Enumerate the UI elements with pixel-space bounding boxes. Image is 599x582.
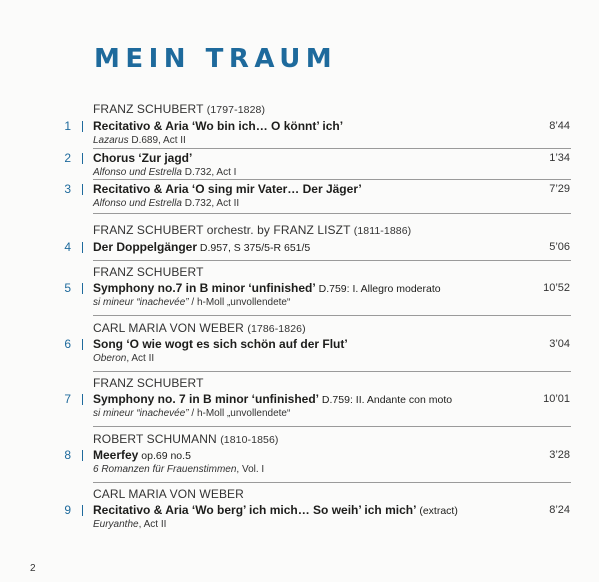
composer-name: CARL MARIA VON WEBER <box>93 487 244 501</box>
track-title-line <box>93 392 452 406</box>
track-catalog: op.69 no.5 <box>138 450 191 462</box>
composer-name: FRANZ SCHUBERT <box>93 376 204 390</box>
track-title-line <box>93 240 310 254</box>
composer-heading <box>93 432 279 446</box>
group-separator <box>93 260 571 261</box>
track-source-work: Oberon <box>93 353 127 364</box>
track-duration: 10’01 <box>543 393 570 405</box>
track-divider <box>82 394 83 405</box>
composer-name: ROBERT SCHUMANN <box>93 432 217 446</box>
track-title-line <box>93 448 191 462</box>
track-duration: 8’24 <box>549 504 570 516</box>
track-source-detail: D.689, Act II <box>128 135 186 146</box>
track-duration: 3’28 <box>549 449 570 461</box>
track-source-work: Alfonso und Estrella <box>93 167 182 178</box>
track-source-detail: , Act II <box>126 353 155 364</box>
track-number: 9 <box>64 503 71 517</box>
track-number: 8 <box>64 448 71 462</box>
track-title-line <box>93 182 362 196</box>
track-source <box>93 167 236 178</box>
track-source-work: Euryanthe <box>93 519 139 530</box>
track-separator <box>93 179 571 180</box>
track-divider <box>82 283 83 294</box>
composer-name: CARL MARIA VON WEBER <box>93 321 244 335</box>
track-title: Recitativo & Aria ‘O sing mir Vater… Der Jäger’ <box>93 182 362 196</box>
track-source <box>93 198 239 209</box>
track-number: 5 <box>64 281 71 295</box>
track-number: 7 <box>64 392 71 406</box>
track-source-detail: , Act II <box>138 519 167 530</box>
composer-heading <box>93 487 244 501</box>
track-source-work: Lazarus <box>93 135 129 146</box>
track-number: 1 <box>64 119 71 133</box>
composer-name: FRANZ SCHUBERT <box>93 102 204 116</box>
track-source-work: 6 Romanzen für Frauenstimmen <box>93 464 237 475</box>
track-source-detail: D.732, Act I <box>181 167 237 178</box>
composer-dates: (1797-1828) <box>206 104 266 116</box>
track-divider <box>82 121 83 132</box>
track-source-detail: D.732, Act II <box>181 198 240 209</box>
composer-heading <box>93 223 411 237</box>
track-source-detail: / h-Moll „unvollendete“ <box>188 408 291 419</box>
track-title-line <box>93 337 348 351</box>
track-number: 2 <box>64 151 71 165</box>
track-title: Song ‘O wie wogt es sich schön auf der Flut’ <box>93 337 348 351</box>
track-duration: 5’06 <box>549 241 570 253</box>
group-separator <box>93 482 571 483</box>
page-number: 2 <box>30 563 36 574</box>
track-duration: 10’52 <box>543 282 570 294</box>
track-divider <box>82 450 83 461</box>
group-separator <box>93 315 571 316</box>
track-title-line <box>93 151 192 165</box>
page-title: MEIN TRAUM <box>94 44 338 74</box>
track-source-work: si mineur “inachevée” <box>93 297 189 308</box>
track-source <box>93 297 290 308</box>
track-duration: 7’29 <box>549 183 570 195</box>
track-source-work: si mineur “inachevée” <box>93 408 189 419</box>
composer-dates: (1786-1826) <box>247 323 306 335</box>
track-title: Symphony no.7 in B minor ‘unfinished’ <box>93 281 316 295</box>
track-source <box>93 408 290 419</box>
track-source-detail: , Vol. I <box>236 464 265 475</box>
track-duration: 8’44 <box>549 120 570 132</box>
track-source-detail: / h-Moll „unvollendete“ <box>188 297 291 308</box>
track-title: Der Doppelgänger <box>93 240 198 254</box>
track-catalog: D.759: I. Allegro moderato <box>315 283 441 295</box>
track-source-work: Alfonso und Estrella <box>93 198 182 209</box>
track-divider <box>82 153 83 164</box>
composer-heading <box>93 102 265 116</box>
composer-dates: (1810-1856) <box>220 434 279 446</box>
composer-dates: (1811-1886) <box>353 225 412 237</box>
track-source <box>93 464 264 475</box>
track-title: Symphony no. 7 in B minor ‘unfinished’ <box>93 392 320 406</box>
track-title-line <box>93 281 441 295</box>
track-duration: 1’34 <box>549 152 570 164</box>
track-title-line <box>93 503 458 517</box>
track-catalog: D.957, S 375/5-R 651/5 <box>197 242 311 254</box>
composer-heading <box>93 321 306 335</box>
track-number: 3 <box>64 182 71 196</box>
composer-heading <box>93 265 204 279</box>
composer-heading <box>93 376 204 390</box>
track-title: Recitativo & Aria ‘Wo bin ich… O könnt’ ich’ <box>93 119 344 133</box>
group-separator <box>93 371 571 372</box>
track-source <box>93 519 166 530</box>
track-title-line <box>93 119 343 133</box>
composer-name: FRANZ SCHUBERT <box>93 265 204 279</box>
composer-name: FRANZ SCHUBERT orchestr. by FRANZ LISZT <box>93 223 351 237</box>
track-title: Meerfey <box>93 448 139 462</box>
group-separator <box>93 213 571 214</box>
track-separator <box>93 148 571 149</box>
track-source <box>93 353 154 364</box>
track-divider <box>82 184 83 195</box>
track-source <box>93 135 186 146</box>
track-title: Recitativo & Aria ‘Wo berg’ ich mich… So weih’ ich mich’ <box>93 503 417 517</box>
track-duration: 3’04 <box>549 338 570 350</box>
group-separator <box>93 426 571 427</box>
track-divider <box>82 339 83 350</box>
track-divider <box>82 505 83 516</box>
track-catalog: D.759: II. Andante con moto <box>319 394 453 406</box>
track-number: 4 <box>64 240 71 254</box>
track-divider <box>82 242 83 253</box>
track-title: Chorus ‘Zur jagd’ <box>93 151 193 165</box>
track-number: 6 <box>64 337 71 351</box>
track-catalog: (extract) <box>416 505 458 517</box>
